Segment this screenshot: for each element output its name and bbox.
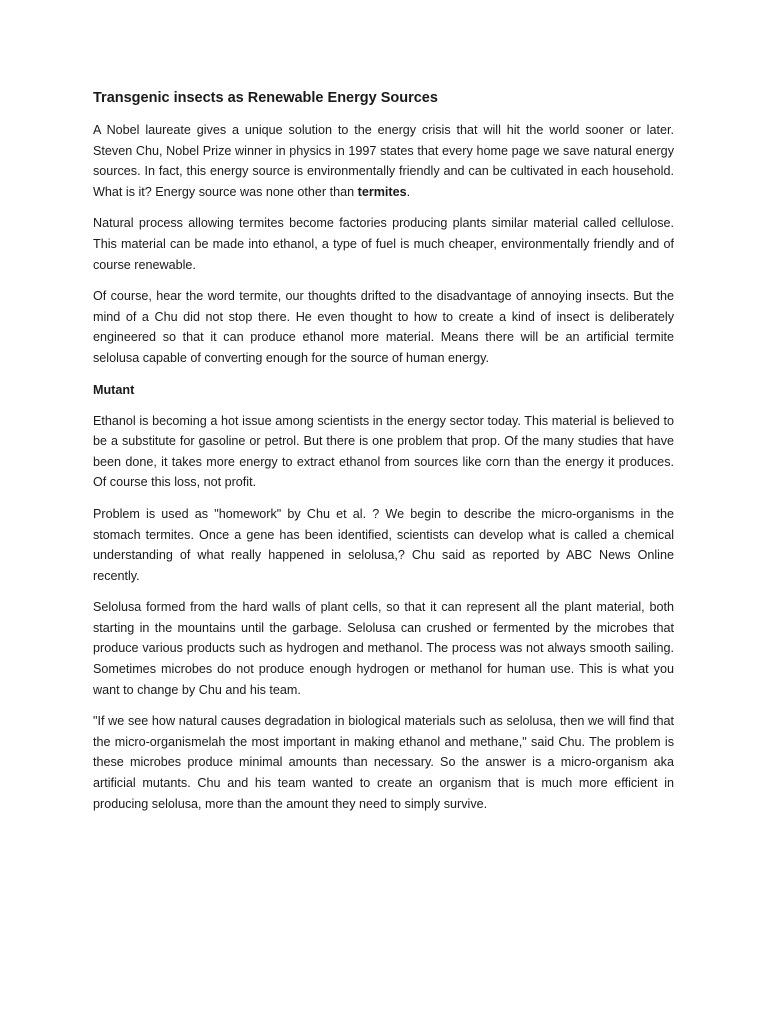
- section-heading-mutant: Mutant: [93, 382, 135, 397]
- paragraph-1: [93, 120, 674, 202]
- document-page: [93, 88, 674, 825]
- paragraph-3: Of course, hear the word termite, our thoughts drifted to the disadvantage of annoying insects. But the mind of a Chu did not stop there. He even thought to how to create a kind of insect is deliberately engineered so that it can produce ethanol more material. Means there will be an artificial termite selolusa capable of converting enough for the source of human energy.: [93, 289, 674, 365]
- paragraph-5: Problem is used as "homework" by Chu et al. ? We begin to describe the micro-organisms in the stomach termites. Once a gene has been identified, scientists can develop what is called a chemical understanding of what really happened in selolusa,? Chu said as reported by ABC News Online recently.: [93, 506, 674, 583]
- paragraph-4: Ethanol is becoming a hot issue among scientists in the energy sector today. This material is believed to be a substitute for gasoline or petrol. But there is one problem that prop. Of the many studies that have been done, it takes more energy to extract ethanol from sources like corn than the energy it produces. Of course this loss, not profit.: [93, 413, 674, 490]
- paragraph-1-end: .: [406, 184, 411, 199]
- paragraph-6: Selolusa formed from the hard walls of plant cells, so that it can represent all the plant material, both starting in the mountains until the garbage. Selolusa can crushed or fermented by the microbes that produce various products such as hydrogen and methanol. The process was not always smooth sailing. Sometimes microbes do not produce enough hydrogen or methanol for human use. This is what you want to change by Chu and his team.: [93, 600, 674, 697]
- paragraph-2: Natural process allowing termites become factories producing plants similar material called cellulose. This material can be made into ethanol, a type of fuel is much cheaper, environmentally friendly and of course renewable.: [93, 216, 674, 272]
- paragraph-7: "If we see how natural causes degradation in biological materials such as selolusa, then we will find that the micro-organismelah the most important in making ethanol and methane," said Chu. The problem is these microbes produce minimal amounts than necessary. So the answer is a micro-organism aka artificial mutants. Chu and his team wanted to create an organism that is much more efficient in producing selolusa, more than the amount they need to simply survive.: [93, 714, 674, 811]
- paragraph-1-bold-term: termites: [357, 184, 407, 199]
- paragraph-1-text: A Nobel laureate gives a unique solution to the energy crisis that will hit the world sooner or later. Steven Chu, Nobel Prize winner in physics in 1997 states that every home page we save natural energy sources. In fact, this energy source is environmentally friendly and can be cultivated in each household. What is it? Energy source was none other than: [93, 123, 674, 199]
- document-title: Transgenic insects as Renewable Energy Sources: [93, 90, 438, 106]
